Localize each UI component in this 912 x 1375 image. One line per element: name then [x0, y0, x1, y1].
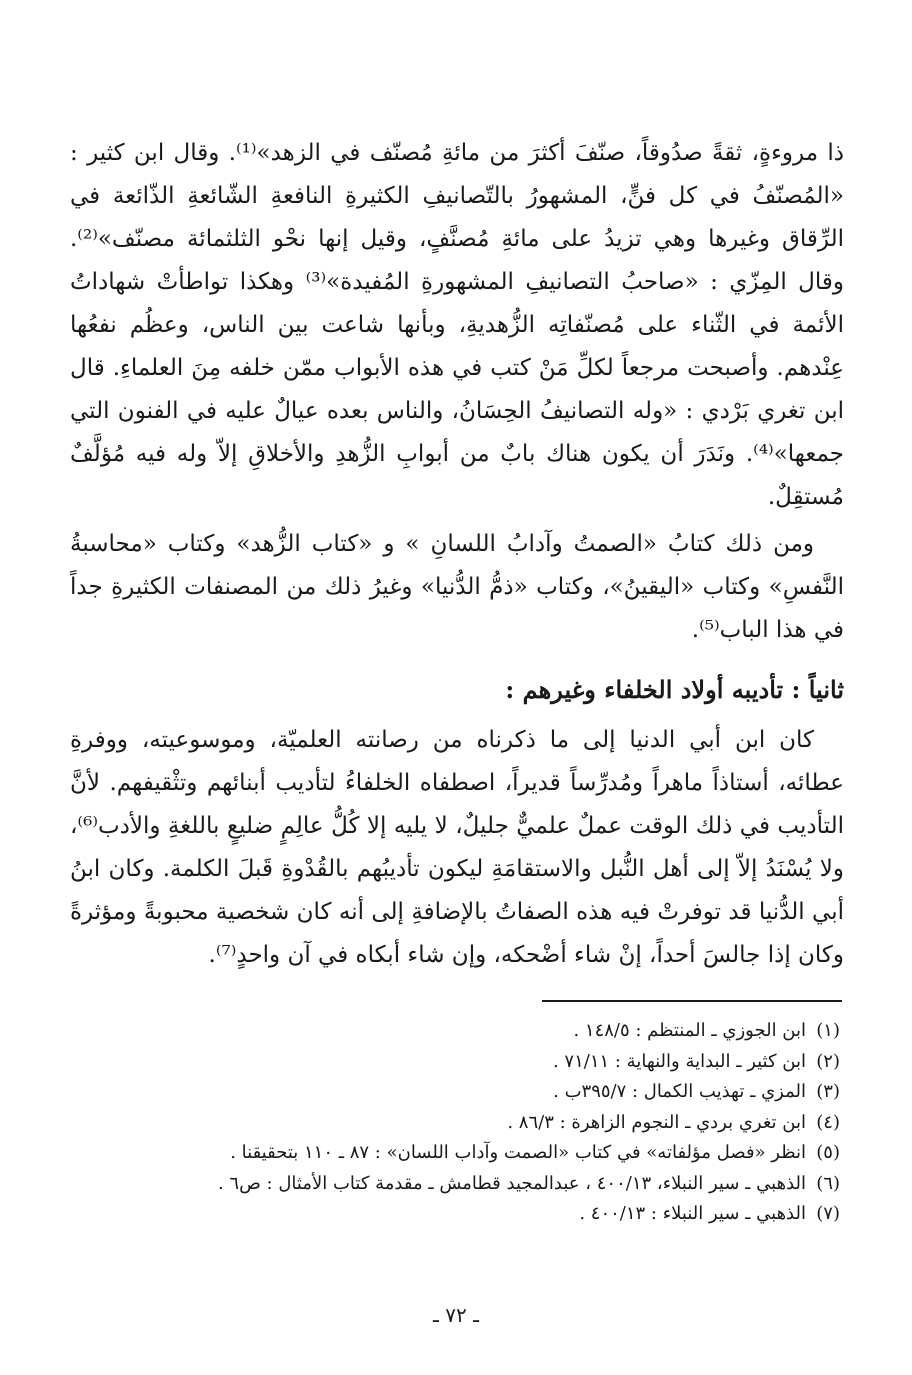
- footnote-text: ابن كثير ـ البداية والنهاية : ٧١/١١ .: [552, 1050, 806, 1072]
- footnote-item: [66, 1016, 840, 1047]
- footnotes-list: [66, 1016, 840, 1230]
- footnote-text: الذهبي ـ سير النبلاء : ٤٠٠/١٣ .: [579, 1203, 806, 1224]
- paragraph-1: ذا مروءةٍ، ثقةً صدُوقاً، صنّفَ أكثرَ من مائةِ مُصنّف في الزهد»⁽¹⁾. وقال ابن كثير : «المُصنّفُ في كل فنٍّ، المشهورُ بالتّصانيفِ الكثيرةِ النافعةِ الشّائعةِ الذّائعة في الرِّقاق وغيرها وهي تزيدُ على مائةِ مُصنَّفٍ، وقيل إنها نحْو الثلثمائة مصنّف»⁽²⁾. وقال المِزّي : «صاحبُ التصانيفِ المشهورةِ المُفيدة»⁽³⁾ وهكذا تواطأتْ شهاداتُ الأئمة في الثّناء على مُصنّفاتِه الزُّهديةِ، وبأنها شاعت بين الناس، وعظُم نفعُها عِنْدهم. وأصبحت مرجعاً لكلِّ مَنْ كتب في هذه الأبواب ممّن خلفه مِنَ العلماءِ. قال ابن تغري بَرْدي : «وله التصانيفُ الحِسَانُ، والناس بعده عيالٌ عليه في الفنون التي جمعها»⁽⁴⁾. ونَدَرَ أن يكون هناك بابٌ من أبوابِ الزُّهدِ والأخلاقِ إلاّ وله فيه مُؤلَّفٌ مُستقِلٌ.: [70, 140, 844, 510]
- footnote-number: (٤): [816, 1111, 840, 1133]
- footnote-item: [66, 1047, 840, 1078]
- footnote-text: ابن تغري بردي ـ النجوم الزاهرة : ٨٦/٣ .: [507, 1111, 806, 1133]
- paragraph-3: كان ابن أبي الدنيا إلى ما ذكرناه من رصانته العلميّة، وموسوعيته، ووفرةِ عطائه، أستاذاً ماهراً ومُدرِّساً قديراً، اصطفاه الخلفاءُ لتأديب أبنائهم وتثْقيفهم. لأنَّ التأديب في ذلك الوقت عملٌ علميٌّ جليلٌ، لا يليه إلا كُلُّ عالِمٍ ضليعٍ باللغةِ والأدب⁽⁶⁾، ولا يُسْنَدُ إلاّ إلى أهل النُّبل والاستقامَةِ ليكون تأديبُهم بالقُدْوةِ قَبلَ الكلمة. وكان ابنُ أبي الدُّنيا قد توفرتْ فيه هذه الصفاتُ بالإضافةِ إلى أنه كان شخصية محبوبةً ومؤثرةً وكان إذا جالسَ أحداً، إنْ شاء أضْحكه، وإن شاء أبكاه في آن واحدٍ⁽⁷⁾.: [70, 727, 844, 968]
- footnote-number: (٢): [816, 1050, 840, 1072]
- footnote-item: [66, 1138, 840, 1169]
- paragraph-2: ومن ذلك كتابُ «الصمتُ وآدابُ اللسانِ » و «كتاب الزُّهد» وكتاب «محاسبةُ النَّفسِ» وكتاب «اليقينُ»، وكتاب «ذمُّ الدُّنيا» وغيرُ ذلك من المصنفات الكثيرةِ جداً في هذا الباب⁽⁵⁾.: [70, 531, 844, 643]
- footnote-text: انظر «فصل مؤلفاته» في كتاب «الصمت وآداب اللسان» : ٨٧ ـ ١١٠ بتحقيقنا .: [230, 1142, 806, 1163]
- footnote-number: (١): [816, 1020, 840, 1041]
- footnote-text: الذهبي ـ سير النبلاء، ٤٠٠/١٣ ، عبدالمجيد قطامش ـ مقدمة كتاب الأمثال : ص٦ .: [217, 1172, 806, 1194]
- footnote-item: [66, 1077, 840, 1108]
- footnote-item: [66, 1169, 840, 1200]
- footnote-text: المزي ـ تهذيب الكمال : ٣٩٥/٧ب .: [553, 1081, 806, 1102]
- footnote-separator: [542, 1000, 842, 1002]
- footnote-number: (٥): [816, 1142, 840, 1163]
- section-heading: ثانياً : تأديبه أولاد الخلفاء وغيرهم :: [505, 675, 844, 704]
- footnote-item: [66, 1199, 840, 1230]
- footnote-item: [66, 1108, 840, 1139]
- footnote-number: (٦): [816, 1172, 840, 1194]
- footnote-number: (٧): [816, 1203, 840, 1224]
- footnote-number: (٣): [816, 1081, 840, 1102]
- page-number: ـ ٧٢ ـ: [433, 1303, 479, 1327]
- main-text: [70, 132, 844, 977]
- footnote-text: ابن الجوزي ـ المنتظم : ١٤٨/٥ .: [573, 1020, 806, 1041]
